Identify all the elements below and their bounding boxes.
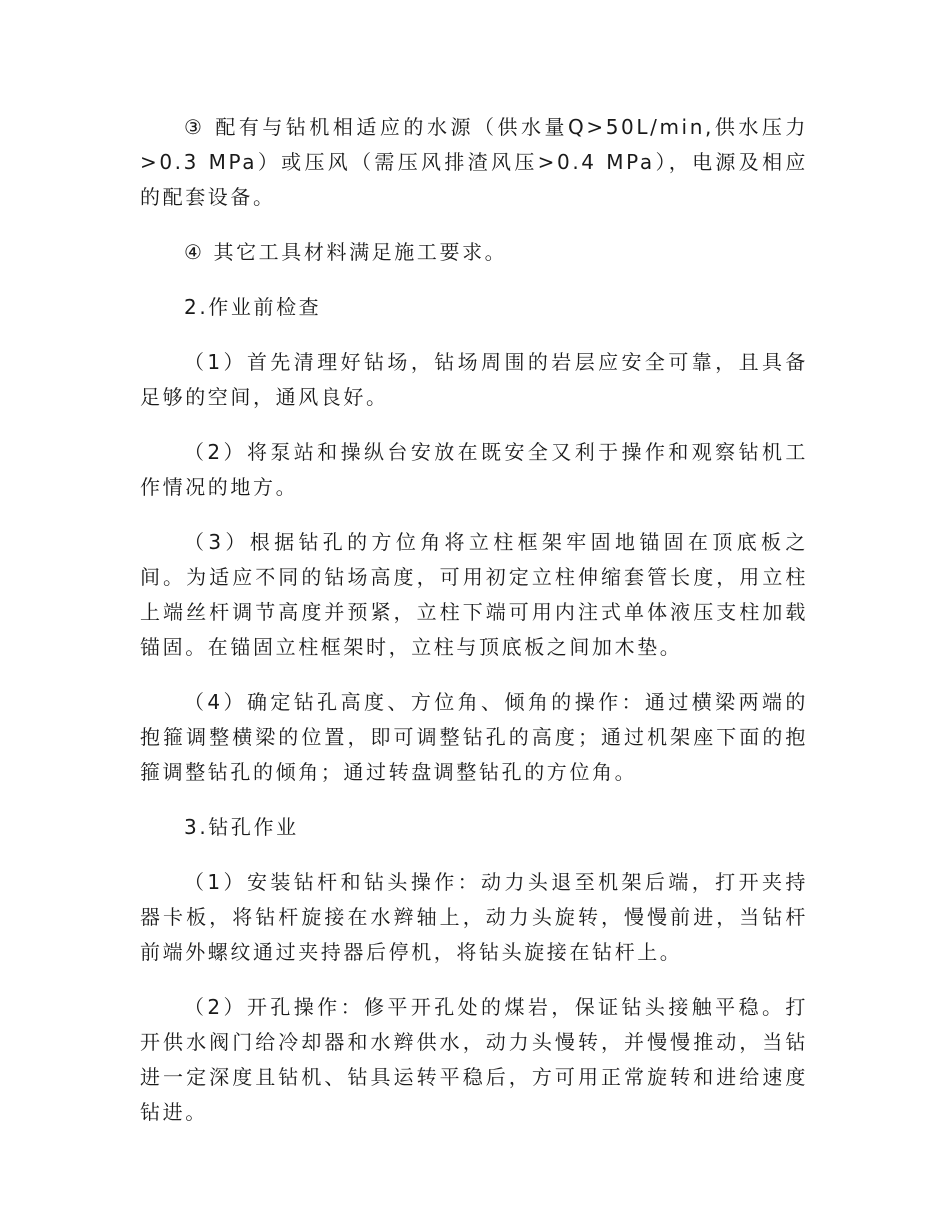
- paragraph-install-rod: （1）安装钻杆和钻头操作：动力头退至机架后端，打开夹持器卡板，将钻杆旋接在水辫轴上，动力头旋转，慢慢前进，当钻杆前端外螺纹通过夹持器后停机，将钻头旋接在钻杆上。: [140, 870, 808, 964]
- section-heading-drilling: 3.钻孔作业: [184, 815, 299, 839]
- paragraph-anchor-frame: （3）根据钻孔的方位角将立柱框架牢固地锚固在顶底板之间。为适应不同的钻场高度，可用初定立柱伸缩套管长度，用立柱上端丝杆调节高度并预紧，立柱下端可用内注式单体液压支柱加载锚固。在锚固立柱框架时，立柱与顶底板之间加木垫。: [140, 530, 808, 659]
- section-heading-pre-check: 2.作业前检查: [184, 295, 322, 319]
- paragraph-water-supply: ③ 配有与钻机相适应的水源（供水量Q>50L/min,供水压力>0.3 MPa）或压风（需压风排渣风压>0.4 MPa），电源及相应的配套设备。: [140, 115, 808, 209]
- paragraph-other-tools: ④ 其它工具材料满足施工要求。: [184, 240, 508, 264]
- paragraph-pump-station: （2）将泵站和操纵台安放在既安全又利于操作和观察钻机工作情况的地方。: [140, 440, 808, 499]
- paragraph-open-hole: （2）开孔操作：修平开孔处的煤岩，保证钻头接触平稳。打开供水阀门给冷却器和水辫供水，动力头慢转，并慢慢推动，当钻进一定深度且钻机、钻具运转平稳后，方可用正常旋转和进给速度钻进。: [140, 995, 808, 1124]
- document-body: [140, 110, 808, 1150]
- paragraph-clean-site: （1）首先清理好钻场，钻场周围的岩层应安全可靠，且具备足够的空间，通风良好。: [140, 350, 808, 409]
- paragraph-hole-angle: （4）确定钻孔高度、方位角、倾角的操作：通过横梁两端的抱箍调整横梁的位置，即可调整钻孔的高度；通过机架座下面的抱箍调整钻孔的倾角；通过转盘调整钻孔的方位角。: [140, 690, 808, 784]
